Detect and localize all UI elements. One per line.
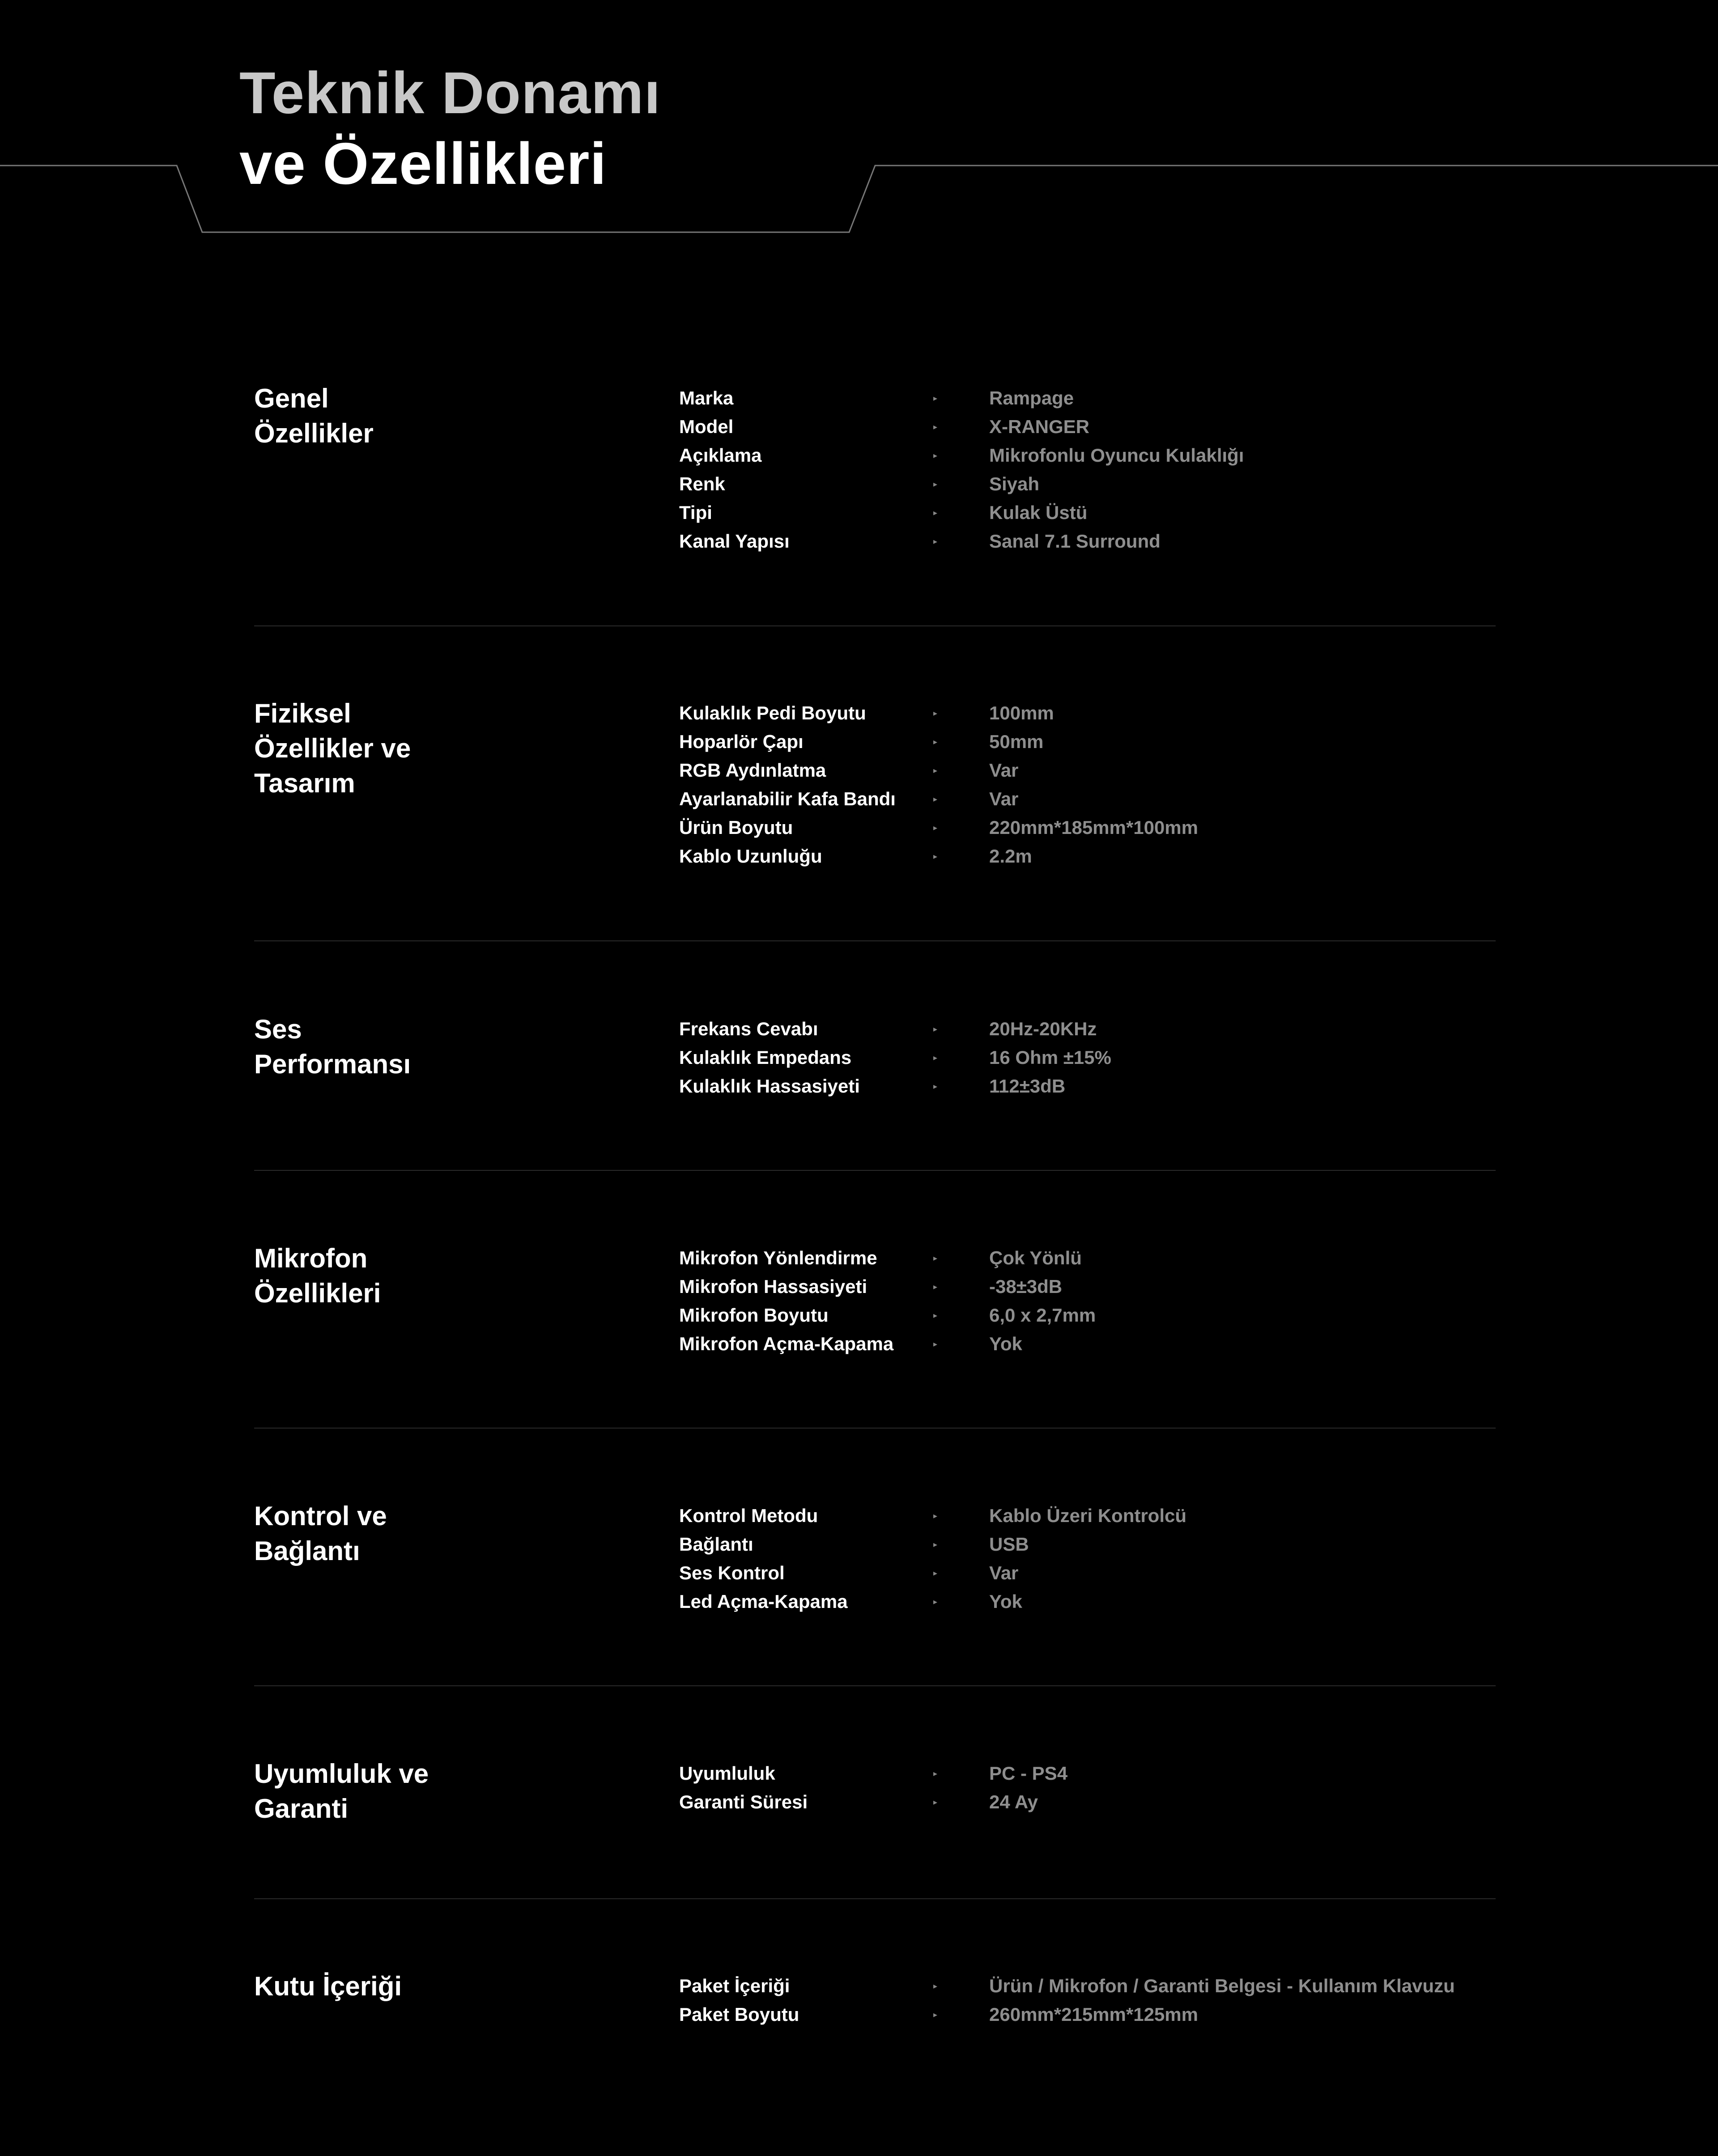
section-title: Kutu İçeriği <box>254 1971 402 2001</box>
spec-label: Kontrol Metodu <box>679 1505 818 1526</box>
spec-value: 24 Ay <box>989 1791 1038 1812</box>
spec-label: Kulaklık Empedans <box>679 1047 852 1068</box>
spec-label: Mikrofon Yönlendirme <box>679 1247 877 1268</box>
spec-value: -38±3dB <box>989 1276 1063 1297</box>
bullet-arrow-icon: ▸ <box>933 852 938 861</box>
spec-label: Led Açma-Kapama <box>679 1591 848 1612</box>
spec-value: Yok <box>989 1591 1022 1612</box>
spec-label: Açıklama <box>679 445 762 466</box>
section-divider <box>254 625 1496 626</box>
bullet-arrow-icon: ▸ <box>933 1282 938 1291</box>
spec-label: Mikrofon Boyutu <box>679 1305 829 1326</box>
spec-label: Uyumluluk <box>679 1763 775 1784</box>
bullet-arrow-icon: ▸ <box>933 1053 938 1062</box>
spec-value: Mikrofonlu Oyuncu Kulaklığı <box>989 445 1244 466</box>
bullet-arrow-icon: ▸ <box>933 1254 938 1263</box>
bullet-arrow-icon: ▸ <box>933 766 938 775</box>
spec-value: 112±3dB <box>989 1076 1066 1097</box>
bullet-arrow-icon: ▸ <box>933 422 938 431</box>
spec-label: Ayarlanabilir Kafa Bandı <box>679 788 896 809</box>
bullet-arrow-icon: ▸ <box>933 480 938 489</box>
spec-label: Paket İçeriği <box>679 1975 790 1996</box>
section-title: Fiziksel Özellikler ve Tasarım <box>254 698 411 798</box>
section-divider <box>254 1898 1496 1899</box>
spec-label: Renk <box>679 473 725 494</box>
section-divider <box>254 940 1496 941</box>
bullet-arrow-icon: ▸ <box>933 737 938 746</box>
bullet-arrow-icon: ▸ <box>933 1082 938 1091</box>
bullet-arrow-icon: ▸ <box>933 394 938 403</box>
spec-label: Ürün Boyutu <box>679 817 793 838</box>
spec-value: 50mm <box>989 731 1044 752</box>
bullet-arrow-icon: ▸ <box>933 1597 938 1606</box>
spec-value: Ürün / Mikrofon / Garanti Belgesi - Kullanım Klavuzu <box>989 1975 1455 1996</box>
bullet-arrow-icon: ▸ <box>933 537 938 546</box>
spec-label: Bağlantı <box>679 1534 753 1555</box>
section-title: Ses Performansı <box>254 1014 411 1079</box>
bullet-arrow-icon: ▸ <box>933 1540 938 1549</box>
spec-label: Tipi <box>679 502 712 523</box>
bullet-arrow-icon: ▸ <box>933 451 938 460</box>
spec-label: Ses Kontrol <box>679 1562 785 1583</box>
spec-label: Mikrofon Hassasiyeti <box>679 1276 868 1297</box>
spec-value: 20Hz-20KHz <box>989 1018 1097 1039</box>
bullet-arrow-icon: ▸ <box>933 1025 938 1033</box>
section-divider <box>254 1170 1496 1171</box>
spec-value: Rampage <box>989 387 1074 408</box>
page-header <box>0 0 1718 251</box>
spec-value: PC - PS4 <box>989 1763 1068 1784</box>
spec-label: Kulaklık Pedi Boyutu <box>679 702 866 723</box>
spec-label: Garanti Süresi <box>679 1791 808 1812</box>
spec-label: Hoparlör Çapı <box>679 731 804 752</box>
section-divider <box>254 1685 1496 1686</box>
section-title: Uyumluluk ve Garanti <box>254 1759 429 1824</box>
bullet-arrow-icon: ▸ <box>933 1982 938 1990</box>
spec-label: Mikrofon Açma-Kapama <box>679 1333 894 1354</box>
spec-label: Frekans Cevabı <box>679 1018 818 1039</box>
spec-value: 100mm <box>989 702 1054 723</box>
spec-label: Kanal Yapısı <box>679 531 790 552</box>
spec-value: Var <box>989 1562 1019 1583</box>
spec-value: Siyah <box>989 473 1040 494</box>
spec-value: Çok Yönlü <box>989 1247 1082 1268</box>
bullet-arrow-icon: ▸ <box>933 508 938 517</box>
bullet-arrow-icon: ▸ <box>933 1340 938 1348</box>
section-divider <box>254 1428 1496 1429</box>
spec-label: Kulaklık Hassasiyeti <box>679 1076 860 1097</box>
spec-value: 6,0 x 2,7mm <box>989 1305 1096 1326</box>
spec-label: Model <box>679 416 734 437</box>
spec-value: Var <box>989 788 1019 809</box>
spec-value: X-RANGER <box>989 416 1090 437</box>
bullet-arrow-icon: ▸ <box>933 2010 938 2019</box>
spec-value: 260mm*215mm*125mm <box>989 2004 1198 2025</box>
spec-label: RGB Aydınlatma <box>679 760 826 781</box>
spec-value: 2.2m <box>989 846 1032 867</box>
bullet-arrow-icon: ▸ <box>933 709 938 718</box>
section-title: Genel Özellikler <box>254 383 374 448</box>
bullet-arrow-icon: ▸ <box>933 1311 938 1320</box>
page-title-line-2: ve Özellikleri <box>239 131 607 196</box>
bullet-arrow-icon: ▸ <box>933 1569 938 1578</box>
bullet-arrow-icon: ▸ <box>933 823 938 832</box>
section-title: Mikrofon Özellikleri <box>254 1243 381 1308</box>
spec-label: Marka <box>679 387 734 408</box>
spec-value: 16 Ohm ±15% <box>989 1047 1111 1068</box>
spec-value: USB <box>989 1534 1029 1555</box>
spec-value: Var <box>989 760 1019 781</box>
spec-value: Yok <box>989 1333 1022 1354</box>
page-title-line-1: Teknik Donamı <box>239 60 661 126</box>
spec-value: 220mm*185mm*100mm <box>989 817 1198 838</box>
bullet-arrow-icon: ▸ <box>933 1798 938 1807</box>
bullet-arrow-icon: ▸ <box>933 1511 938 1520</box>
bullet-arrow-icon: ▸ <box>933 1769 938 1778</box>
spec-value: Kablo Üzeri Kontrolcü <box>989 1505 1187 1526</box>
spec-value: Kulak Üstü <box>989 502 1088 523</box>
bullet-arrow-icon: ▸ <box>933 795 938 804</box>
spec-value: Sanal 7.1 Surround <box>989 531 1161 552</box>
spec-label: Paket Boyutu <box>679 2004 799 2025</box>
section-title: Kontrol ve Bağlantı <box>254 1501 387 1566</box>
spec-label: Kablo Uzunluğu <box>679 846 822 867</box>
